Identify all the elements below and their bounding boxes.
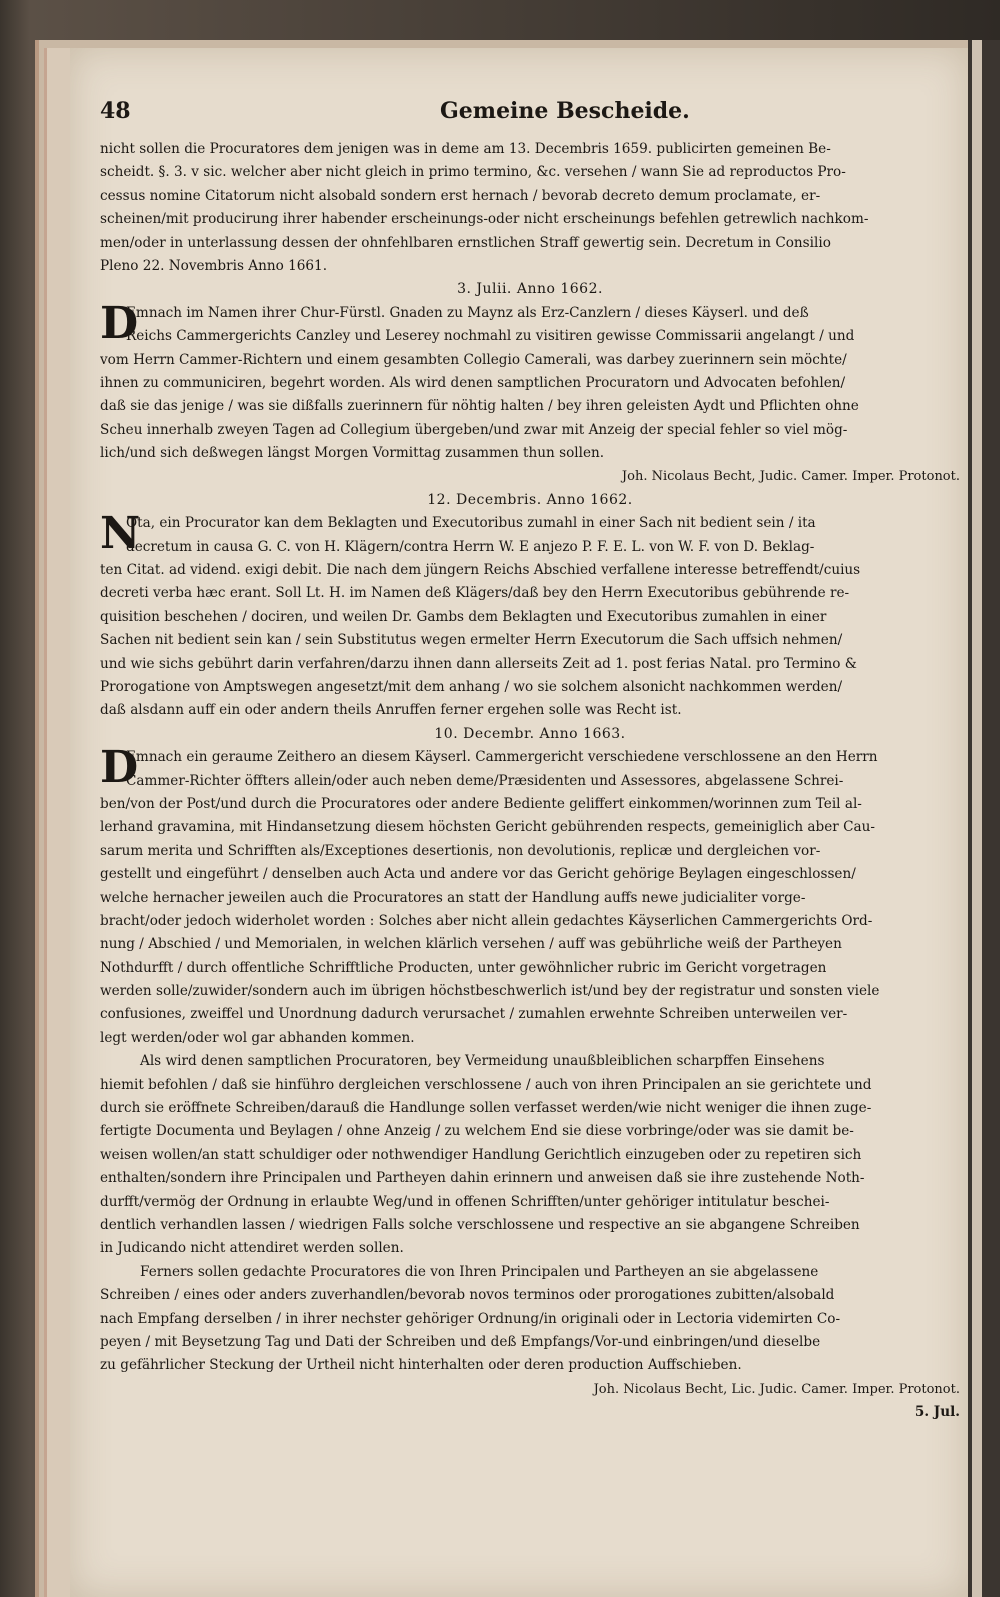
text-line: fertigte Documenta und Beylagen / ohne Anzeig / zu welchem End sie diese vorbringe/oder was sie damit be- <box>100 1123 854 1140</box>
text-line: werden solle/zuwider/sondern auch im übrigen höchstbeschwerlich ist/und bey der registratur und sonsten viele <box>100 983 880 1000</box>
text-line: gestellt und eingeführt / denselben auch Acta und andere vor das Gericht gehörige Beylagen eingeschlossen/ <box>100 866 856 883</box>
block1 <box>100 138 960 278</box>
text-line: Schreiben / eines oder anders zuverhandlen/bevorab novos terminos oder prorogationes zubitten/alsobald <box>100 1287 835 1304</box>
text-line: lich/und sich deßwegen längst Morgen Vormittag zusammen thun sollen. <box>100 445 605 462</box>
text-line: lerhand gravamina, mit Hindansetzung diesem höchsten Gericht gebührenden respects, gemeiniglich aber Cau- <box>100 819 875 836</box>
text-line: ten Citat. ad vidend. exigi debit. Die nach dem jüngern Reichs Abschied verfallene interesse betreffendt/cuius <box>100 562 861 579</box>
text-line: Als wird denen samptlichen Procuratoren, bey Vermeidung unaußbleiblichen scharpffen Einsehens <box>140 1053 825 1070</box>
text-line: confusiones, zweiffel und Unordnung dadurch verursachet / zumahlen erwehnte Schreiben unterweilen ver- <box>100 1006 848 1023</box>
text-line: in Judicando nicht attendiret werden sollen. <box>100 1240 404 1257</box>
text-line: legt werden/oder wol gar abhanden kommen. <box>100 1029 415 1046</box>
text-line: daß alsdann auff ein oder andern theils Anruffen ferner ergehen solle was Recht ist. <box>100 702 682 719</box>
section-heading: 10. Decembr. Anno 1663. <box>434 725 626 742</box>
text-line: welche hernacher jeweilen auch die Procuratores an statt der Handlung auffs newe judicialiter vorge- <box>100 889 806 906</box>
text-line: Scheu innerhalb zweyen Tagen ad Collegium übergeben/und zwar mit Anzeig der special fehler so viel mög- <box>100 421 848 438</box>
text-line: enthalten/sondern ihre Principalen und Partheyen dahin erinnern und anweisen daß sie ihre zustehende Noth- <box>100 1170 865 1187</box>
text-line: Sachen nit bedient sein kan / sein Substitutus wegen ermelter Herrn Executorum die Sach uffsich nehmen/ <box>100 632 843 649</box>
text-line: nach Empfang derselben / in ihrer nechster gehöriger Ordnung/in originali oder in Lectoria videmirten Co- <box>100 1310 841 1327</box>
text-line: peyen / mit Beysetzung Tag und Dati der Schreiben und deß Empfangs/Vor-und einbringen/und dieselbe <box>100 1333 821 1350</box>
drop-cap: N <box>100 508 141 560</box>
text-line: Emnach im Namen ihrer Chur-Fürstl. Gnaden zu Maynz als Erz-Canzlern / dieses Käyserl. und deß <box>126 304 809 321</box>
text-line: Emnach ein geraume Zeithero an diesem Käyserl. Cammergericht verschiedene verschlossene an den Herrn <box>126 749 878 766</box>
text-line: bracht/oder jedoch widerholet worden : Solches aber nicht allein gedachtes Käyserlichen Cammergerichts Ord- <box>100 912 873 929</box>
text-line: und wie sichs gebührt darin verfahren/darzu ihnen dann allerseits Zeit ad 1. post ferias Natal. pro Termino & <box>100 655 857 672</box>
page-number: 48 <box>100 98 131 124</box>
text-line: ihnen zu communiciren, begehrt worden. Als wird denen samptlichen Procuratorn und Advocaten befohlen/ <box>100 374 846 391</box>
text-line: durfft/vermög der Ordnung in erlaubte Weg/und in offenen Schrifften/unter gehöriger intitulatur beschei- <box>100 1193 830 1210</box>
running-title: Gemeine Bescheide. <box>440 98 690 124</box>
text-line: scheinen/mit producirung ihrer habender erscheinungs-oder nicht erscheinungs befehlen getrewlich nachkom- <box>100 211 869 228</box>
drop-cap: D <box>100 297 139 349</box>
section-heading: 12. Decembris. Anno 1662. <box>427 491 633 508</box>
page-text <box>100 100 960 1424</box>
text-line: quisition beschehen / dociren, und weilen Dr. Gambs dem Beklagten und Executoribus zumahlen in einer <box>100 608 827 625</box>
section5-paragraph <box>100 1050 960 1261</box>
section2-paragraph <box>100 297 960 466</box>
text-line: ben/von der Post/und durch die Procuratores oder andere Bediente geliffert einkommen/worinnen zum Teil al- <box>100 795 862 812</box>
text-line: Pleno 22. Novembris Anno 1661. <box>100 257 328 274</box>
text-line: nicht sollen die Procuratores dem jenigen was in deme am 13. Decembris 1659. publicirten gemeinen Be- <box>100 141 831 157</box>
text-line: vom Herrn Cammer-Richtern und einem gesambten Collegio Camerali, was darbey zuerinnern sein möchte/ <box>100 351 847 368</box>
text-line: decreti verba hæc erant. Soll Lt. H. im Namen deß Klägers/daß bey den Herrn Executoribus gebührende re- <box>100 585 850 602</box>
text-line: Ferners sollen gedachte Procuratores die von Ihren Principalen und Partheyen an sie abgelassene <box>140 1263 819 1280</box>
section-heading: 3. Julii. Anno 1662. <box>457 281 603 298</box>
text-line: Cammer-Richter öffters allein/oder auch neben deme/Præsidenten und Assessores, abgelassene Schrei- <box>126 772 844 789</box>
text-line: nung / Abschied / und Memorialen, in welchen klärlich versehen / auff was gebührliche weiß der Partheyen <box>100 936 842 953</box>
text-line: weisen wollen/an statt schuldiger oder nothwendiger Handlung Gerichtlich einzugeben oder zu repetiren sich <box>100 1146 862 1163</box>
signature: Joh. Nicolaus Becht, Lic. Judic. Camer. Imper. Protonot. <box>593 1381 960 1397</box>
text-line: decretum in causa G. C. von H. Klägern/contra Herrn W. E anjezo P. F. E. L. von W. F. von D. Beklag- <box>126 538 815 555</box>
text-line: cessus nomine Citatorum nicht alsobald sondern erst hernach / bevorab decreto demum proclamate, er- <box>100 187 821 204</box>
text-line: dentlich verhandlen lassen / wiedrigen Falls solche verschlossene und respective an sie abgangene Schreiben <box>100 1216 860 1233</box>
text-line: men/oder in unterlassung dessen der ohnfehlbaren ernstlichen Straff gewertig sein. Decretum in Consilio <box>100 234 831 251</box>
text-line: hiemit befohlen / daß sie hinführo dergleichen verschlossene / auch von ihren Principalen an sie gerichtete und <box>100 1076 872 1093</box>
text-line: Nothdurfft / durch offentliche Schrifftliche Producten, unter gewöhnlicher rubric im Gericht vorgetragen <box>100 959 827 976</box>
text-line: scheidt. §. 3. v sic. welcher aber nicht gleich in primo termino, &c. versehen / wann Sie ad reproductos Pro- <box>100 164 846 181</box>
signature: Joh. Nicolaus Becht, Judic. Camer. Imper. Protonot. <box>621 469 960 485</box>
section6-paragraph <box>100 1261 960 1378</box>
page-header <box>100 100 960 138</box>
drop-cap: D <box>100 742 139 794</box>
text-line: daß sie das jenige / was sie dißfalls zuerinnern für nöhtig halten / bey ihren geleisten Aydt und Pflichten ohne <box>100 398 859 415</box>
text-line: zu gefährlicher Steckung der Urtheil nicht hinterhalten oder deren production Auffschieben. <box>100 1357 742 1374</box>
right-scan-edge <box>968 40 1000 1597</box>
text-line: Ota, ein Procurator kan dem Beklagten und Executoribus zumahl in einer Sach nit bedient sein / ita <box>126 515 816 532</box>
text-line: durch sie eröffnete Schreiben/darauß die Handlunge sollen verfasset werden/wie nicht weniger die ihnen zuge- <box>100 1100 872 1117</box>
text-line: sarum merita und Schrifften als/Exceptiones desertionis, non devolutionis, replicæ und dergleichen vor- <box>100 842 821 859</box>
section4-paragraph <box>100 742 960 1050</box>
text-line: Prorogatione von Amptswegen angesetzt/mit dem anhang / wo sie solchem alsonicht nachkommen werden/ <box>100 678 843 695</box>
section3-paragraph <box>100 508 960 723</box>
catchword: 5. Jul. <box>914 1404 960 1421</box>
text-line: Reichs Cammergerichts Canzley und Leserey nochmahl zu visitiren gewisse Commissarii angelangt / und <box>126 328 855 345</box>
